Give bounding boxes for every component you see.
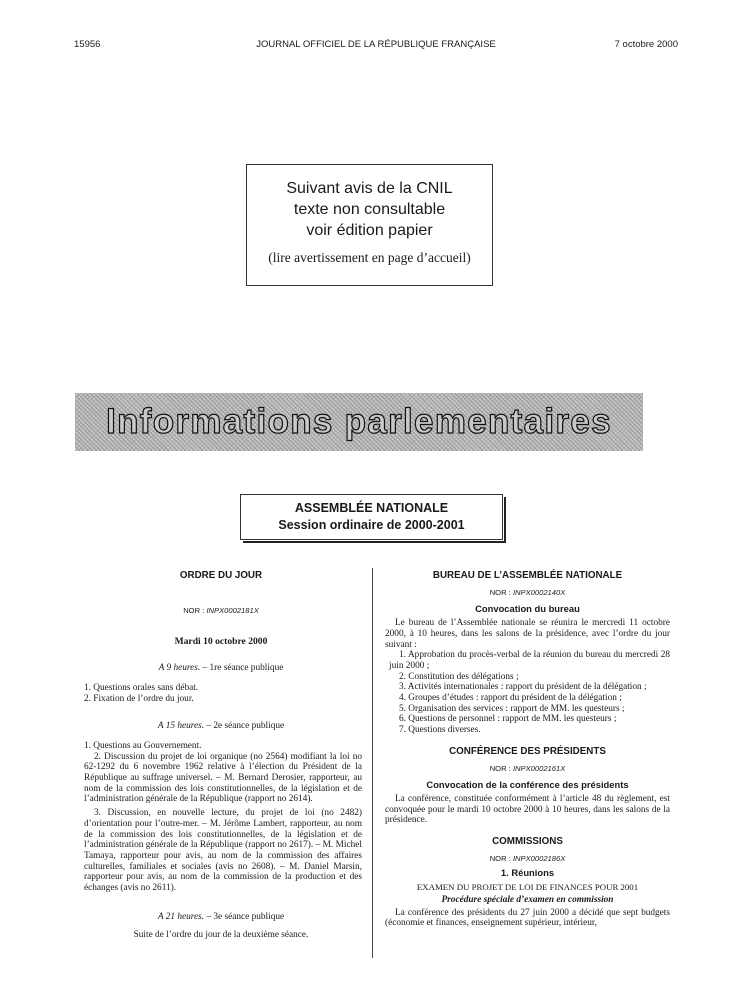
page-header xyxy=(74,39,678,55)
section-banner xyxy=(75,393,643,451)
session-3-heading: A 21 heures. – 3e séance publique xyxy=(157,911,285,922)
list-item: 4. Groupes d’études : rapport du président de la délégation ; xyxy=(399,693,622,704)
conference-title: CONFÉRENCE DES PRÉSIDENTS xyxy=(449,745,606,757)
cnil-line-1: Suivant avis de la CNIL xyxy=(286,180,453,197)
session-1-heading: A 9 heures. – 1re séance publique xyxy=(158,663,284,674)
session-2-heading: A 15 heures. – 2e séance publique xyxy=(157,721,285,732)
list-item: 2. Constitution des délégations ; xyxy=(399,671,519,682)
reunions-title: 1. Réunions xyxy=(500,867,555,879)
bureau-agenda-list xyxy=(385,650,670,736)
list-item: 2. Discussion du projet de loi organique (no 2564) modifiant la loi no 62-1292 du 6 novembre 1962 relative à l’élection du Président de la République au suffrage universel. – M. Bernard Derosier, rapporteur, au nom de la commission des lois constitutionnelles, de la législation et de l’administration générale de la République (rapport no 2614). xyxy=(84,751,362,805)
agenda-date: Mardi 10 octobre 2000 xyxy=(174,636,268,648)
column-divider xyxy=(372,568,373,958)
session-1-items xyxy=(80,683,362,704)
left-column xyxy=(80,568,362,941)
bureau-title: BUREAU DE L’ASSEMBLÉE NATIONALE xyxy=(432,570,623,581)
list-item: 7. Questions diverses. xyxy=(399,725,481,736)
procedure-text: La conférence des présidents du 27 juin 2000 a décidé que sept budgets (économie et finances, enseignement supérieur, intérieur, xyxy=(385,907,670,929)
cnil-notice-box xyxy=(246,164,493,286)
page-number: 15956 xyxy=(74,39,101,50)
list-item: 5. Organisation des services : rapport de MM. les questeurs ; xyxy=(399,703,625,714)
session-2-items xyxy=(80,741,362,894)
assembly-name: ASSEMBLÉE NATIONALE xyxy=(294,501,449,515)
session-3-text: Suite de l’ordre du jour de la deuxième séance. xyxy=(133,930,309,941)
conference-convocation-title: Convocation de la conférence des présidents xyxy=(426,779,629,791)
session-name: Session ordinaire de 2000-2001 xyxy=(278,518,465,532)
bureau-convocation-title: Convocation du bureau xyxy=(475,603,580,615)
commissions-nor: NOR : INPX0002186X xyxy=(489,853,566,863)
list-item: 1. Questions orales sans débat. xyxy=(84,682,199,693)
conference-nor: NOR : INPX0002161X xyxy=(489,763,566,773)
list-item: 1. Approbation du procès-verbal de la réunion du bureau du mercredi 28 juin 2000 ; xyxy=(389,650,670,671)
agenda-nor-code: INPX0002181X xyxy=(206,605,259,615)
agenda-nor: NOR : INPX0002181X xyxy=(183,605,259,615)
cnil-line-4: (lire avertissement en page d’accueil) xyxy=(268,250,471,265)
exam-title: EXAMEN DU PROJET DE LOI DE FINANCES POUR 2001 xyxy=(416,882,639,893)
issue-date: 7 octobre 2000 xyxy=(614,39,678,50)
bureau-nor: NOR : INPX0002140X xyxy=(489,587,566,597)
banner-title: Informations parlementaires xyxy=(106,402,612,441)
list-item: 1. Questions au Gouvernement. xyxy=(84,740,202,751)
cnil-line-2: texte non consultable xyxy=(293,201,446,218)
list-item: 2. Fixation de l’ordre du jour. xyxy=(84,693,194,704)
journal-title: JOURNAL OFFICIEL DE LA RÉPUBLIQUE FRANÇAISE xyxy=(256,39,496,50)
cnil-line-3: voir édition papier xyxy=(306,222,433,239)
right-column xyxy=(385,568,670,929)
procedure-title: Procédure spéciale d’examen en commission xyxy=(441,894,614,905)
commissions-title: COMMISSIONS xyxy=(492,836,563,848)
bureau-convocation-text: Le bureau de l’Assemblée nationale se réunira le mercredi 11 octobre 2000, à 10 heures, dans les salons de la présidence, avec l’ordre du jour suivant : xyxy=(385,618,670,650)
conference-convocation-text: La conférence, constituée conformément à l’article 48 du règlement, est convoquée pour le mardi 10 octobre 2000 à 10 heures, dans les salons de la présidence. xyxy=(385,793,670,826)
assembly-box xyxy=(240,494,503,540)
agenda-title: ORDRE DU JOUR xyxy=(179,570,263,581)
list-item: 3. Discussion, en nouvelle lecture, du projet de loi (no 2482) d’orientation pour l’outre-mer. – M. Jérôme Lambert, rapporteur, au nom de la commission des lois constitutionnelles, de la législation et de l’administration générale de la République (rapport no 2617). – M. Michel Tamaya, rapporteur pour avis, au nom de la commission des affaires culturelles, familiales et sociales (avis no 2608). – M. Daniel Marsin, rapporteur pour avis, au nom de la commission de la production et des échanges (avis no 2611). xyxy=(84,808,362,894)
list-item: 6. Questions de personnel : rapport de MM. les questeurs ; xyxy=(399,714,617,725)
list-item: 3. Activités internationales : rapport du président de la délégation ; xyxy=(399,682,647,693)
